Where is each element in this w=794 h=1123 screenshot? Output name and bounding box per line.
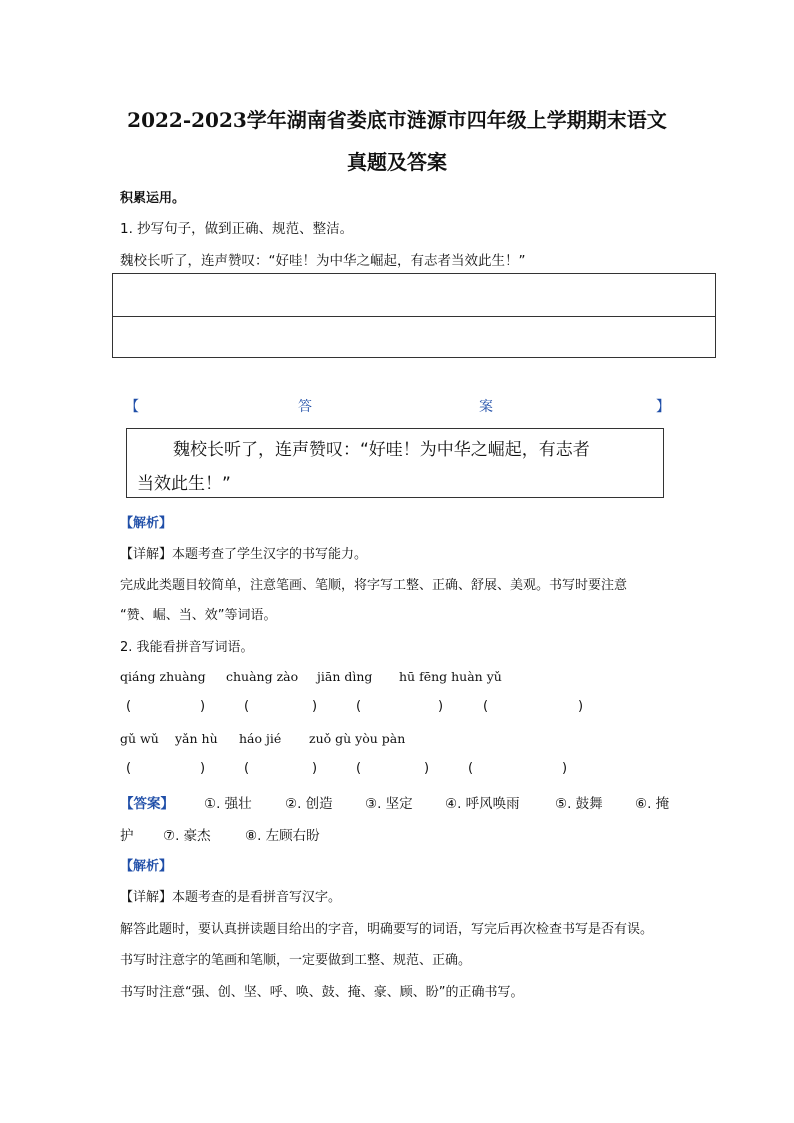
q1-explain-1: 完成此类题目较简单，注意笔画、笔顺，将字写工整、正确、舒展、美观。书写时要注意: [120, 578, 628, 593]
pinyin-5: gǔ wǔ: [120, 731, 159, 746]
q1-answer-line2: 当效此生！”: [137, 474, 231, 494]
blank-5-close: ): [200, 761, 206, 776]
pinyin-8: zuǒ gù yòu pàn: [309, 731, 406, 746]
blank-2-close: ): [312, 699, 318, 714]
blank-6-open[interactable]: (: [244, 761, 250, 776]
q2-answer-8: ⑧. 左顾右盼: [245, 828, 320, 844]
q2-answer-6: ⑥. 掩: [635, 796, 670, 812]
q2-answer-5: ⑤. 鼓舞: [555, 796, 603, 812]
q2-analysis-label: 【解析】: [120, 859, 173, 874]
q2-answer-7: ⑦. 豪杰: [163, 828, 211, 844]
pinyin-1: qiáng zhuàng: [120, 669, 206, 684]
blank-3-open[interactable]: (: [356, 699, 362, 714]
blank-5-open[interactable]: (: [126, 761, 132, 776]
blank-2-open[interactable]: (: [244, 699, 250, 714]
q2-answer-3: ③. 坚定: [365, 796, 413, 812]
blank-6-close: ): [312, 761, 318, 776]
q2-prompt: 2. 我能看拼音写词语。: [120, 640, 254, 655]
q2-answer-2: ②. 创造: [285, 796, 333, 812]
pinyin-6: yǎn hù: [175, 731, 218, 746]
answer-bracket-left: 【: [125, 399, 139, 415]
q2-explain-3: 书写时注意“强、创、坚、呼、唤、鼓、掩、豪、顾、盼”的正确书写。: [120, 985, 524, 1000]
q2-answer-4: ④. 呼风唤雨: [445, 796, 520, 812]
answer-char-1: 答: [298, 399, 312, 415]
pinyin-2: chuàng zào: [226, 669, 299, 684]
q1-writing-grid[interactable]: [112, 273, 716, 358]
q1-analysis-label: 【解析】: [120, 516, 173, 531]
pinyin-3: jiān dìng: [317, 669, 373, 684]
q1-explain-2: “赞、崛、当、效”等词语。: [120, 608, 277, 623]
pinyin-4: hū fēng huàn yǔ: [399, 669, 502, 684]
q2-answer-label: 【答案】: [120, 796, 174, 812]
q2-explain-2: 书写时注意字的笔画和笔顺，一定要做到工整、规范、正确。: [120, 953, 472, 968]
blank-3-close: ): [438, 699, 444, 714]
answer-char-2: 案: [479, 399, 493, 415]
answer-bracket-right: 】: [656, 399, 670, 415]
q2-answer-6-cont: 护: [120, 828, 134, 844]
q2-answer-1: ①. 强壮: [204, 796, 252, 812]
pinyin-7: háo jié: [239, 731, 282, 746]
q2-explain-1: 解答此题时，要认真拼读题目给出的字音，明确要写的词语，写完后再次检查书写是否有误。: [120, 922, 654, 937]
page-title-line2: 真题及答案: [347, 150, 447, 174]
q1-prompt: 1. 抄写句子，做到正确、规范、整洁。: [120, 221, 354, 237]
blank-8-close: ): [562, 761, 568, 776]
q1-sentence: 魏校长听了，连声赞叹：“好哇！为中华之崛起，有志者当效此生！”: [120, 253, 526, 269]
blank-7-open[interactable]: (: [356, 761, 362, 776]
section-title: 积累运用。: [120, 191, 186, 206]
blank-1-close: ): [200, 699, 206, 714]
blank-8-open[interactable]: (: [468, 761, 474, 776]
page-title: 2022-2023学年湖南省娄底市涟源市四年级上学期期末语文: [127, 108, 667, 132]
grid-divider: [113, 316, 715, 317]
q1-answer-line1: 魏校长听了，连声赞叹：“好哇！为中华之崛起，有志者: [173, 440, 590, 460]
q1-detail: 【详解】本题考查了学生汉字的书写能力。: [120, 547, 368, 562]
blank-1-open[interactable]: (: [126, 699, 132, 714]
blank-7-close: ): [424, 761, 430, 776]
q2-detail: 【详解】本题考查的是看拼音写汉字。: [120, 890, 342, 905]
blank-4-close: ): [578, 699, 584, 714]
blank-4-open[interactable]: (: [483, 699, 489, 714]
q1-answer-box: [126, 428, 664, 498]
